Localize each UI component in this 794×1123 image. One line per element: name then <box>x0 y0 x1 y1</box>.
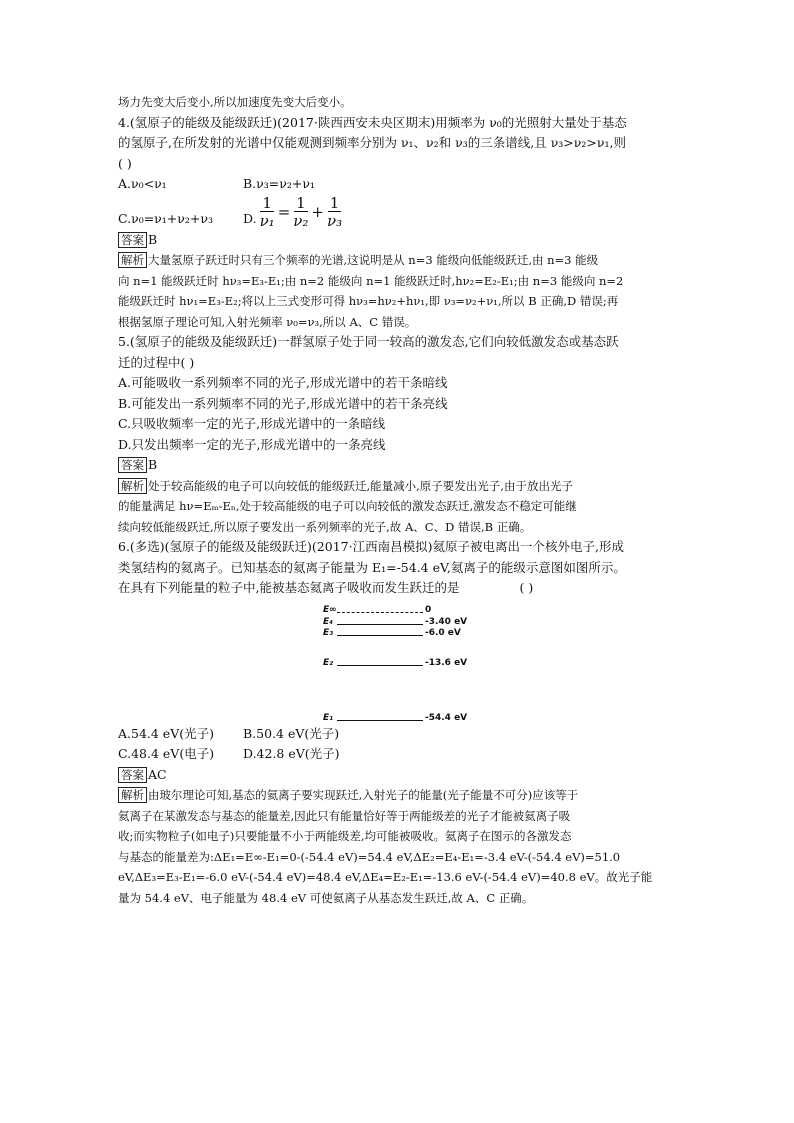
q4-options-row1 <box>118 174 678 195</box>
q5-option-b: B.可能发出一系列频率不同的光子,形成光谱中的若干条亮线 <box>118 395 448 411</box>
q6-analysis-line3: 收;而实物粒子(如电子)只要能量不小于两能级差,均可能被吸收。氦离子在图示的各激发态 <box>118 829 572 843</box>
q6-option-a: A.54.4 eV(光子) <box>118 725 214 741</box>
answer-value: B <box>148 231 158 247</box>
q4-option-d <box>243 195 345 230</box>
analysis-tag: 解析 <box>118 478 147 494</box>
level-line-e1 <box>337 720 423 721</box>
q6-options-row1 <box>118 724 678 745</box>
level-value-inf: 0 <box>425 604 432 615</box>
q4-stem-line2: 的氢原子,在所发射的光谱中仅能观测到频率分别为 ν₁、ν₂和 ν₃的三条谱线,且 ν₃>ν₂>ν₁,则 <box>118 135 626 150</box>
level-label-e1: E₁ <box>323 712 334 723</box>
q6-stem-line1: 6.(多选)(氢原子的能级及能级跃迁)(2017·江西南昌模拟)氦原子被电离出一个核外电子,形成 <box>118 539 624 554</box>
level-label-inf: E∞ <box>323 604 337 615</box>
q4-option-c: C.ν₀=ν₁+ν₂+ν₃ <box>118 211 213 226</box>
q6-analysis-line1: 解析 由玻尔理论可知,基态的氦离子要实现跃迁,入射光子的能量(光子能量不可分)应该等于 <box>118 785 678 806</box>
q4-analysis-line1: 解析 大量氢原子跃迁时只有三个频率的光谱,这说明是从 n=3 能级向低能级跃迁,由 n=3 能级 <box>118 250 678 271</box>
document-page <box>118 92 678 908</box>
level-label-e2: E₂ <box>323 657 334 668</box>
energy-level-diagram <box>323 599 493 724</box>
q5-analysis-line2: 的能量满足 hν=Eₘ-Eₙ,处于较高能级的电子可以向较低的激发态跃迁,激发态不稳定可能继 <box>118 499 577 513</box>
answer-tag: 答案 <box>118 767 147 783</box>
answer-value: B <box>148 457 158 472</box>
q4-option-b: B.ν₃=ν₂+ν₁ <box>243 176 315 191</box>
q4-option-d-frac3: $\frac{1}{\text{ν₃}}$ <box>327 193 343 230</box>
q5-analysis-line3: 续向较低能级跃迁,所以原子要发出一系列频率的光子,故 A、C、D 错误,B 正确。 <box>118 519 532 534</box>
analysis-tag: 解析 <box>118 787 147 803</box>
q5-option-d: D.只发出频率一定的光子,形成光谱中的一条亮线 <box>118 436 386 452</box>
q4-option-d-prefix: D. <box>243 211 257 226</box>
q6-option-c: C.48.4 eV(电子) <box>118 746 215 761</box>
answer-tag: 答案 <box>118 232 147 248</box>
level-line-inf <box>337 612 423 613</box>
q6-stem-line2: 类氢结构的氦离子。已知基态的氦离子能量为 E₁=-54.4 eV,氦离子的能级示意图如图所示。 <box>118 559 626 575</box>
q4-stem-line1: 4.(氢原子的能级及能级跃迁)(2017·陕西西安未央区期末)用频率为 ν₀的光照射大量处于基态 <box>118 114 627 130</box>
level-line-e2 <box>337 665 423 666</box>
level-line-e3 <box>337 635 423 636</box>
q5-stem-line2: 迁的过程中( ) <box>118 354 195 370</box>
q6-analysis-line6: 量为 54.4 eV、电子能量为 48.4 eV 可使氦离子从基态发生跃迁,故 A、C 正确。 <box>118 890 534 905</box>
level-label-e3: E₃ <box>323 627 334 638</box>
q4-analysis-line3: 能级跃迁时 hν₁=E₃-E₂;将以上三式变形可得 hν₃=hν₂+hν₁,即 ν₃=ν₂+ν₁,所以 B 正确,D 错误;再 <box>118 294 619 308</box>
q4-stem-line3: ( ) <box>118 155 132 171</box>
q4-option-d-frac1: $\frac{1}{\text{ν₁}}$ <box>259 193 275 230</box>
q5-analysis-line1: 解析 处于较高能级的电子可以向较低的能级跃迁,能量减小,原子要发出光子,由于放出光子 <box>118 476 678 497</box>
q6-analysis-line5: eV,ΔE₃=E₃-E₁=-6.0 eV-(-54.4 eV)=48.4 eV,ΔE₄=E₂-E₁=-13.6 eV-(-54.4 eV)=40.8 eV。故光子能 <box>118 870 653 884</box>
level-label-e4: E₄ <box>323 616 334 627</box>
intro-line: 场力先变大后变小,所以加速度先变大后变小。 <box>118 95 352 109</box>
q6-analysis-line4: 与基态的能量差为:ΔE₁=E∞-E₁=0-(-54.4 eV)=54.4 eV,ΔE₂=E₄-E₁=-3.4 eV-(-54.4 eV)=51.0 <box>118 849 621 864</box>
answer-tag: 答案 <box>118 457 147 473</box>
equals-sign: = <box>277 203 291 221</box>
q5-option-c: C.只吸收频率一定的光子,形成光谱中的一条暗线 <box>118 416 386 431</box>
q5-option-a: A.可能吸收一系列频率不同的光子,形成光谱中的若干条暗线 <box>118 375 448 390</box>
q5-stem-line1: 5.(氢原子的能级及能级跃迁)一群氢原子处于同一较高的激发态,它们向较低激发态或基态跃 <box>118 334 619 349</box>
q4-analysis-line4: 根据氢原子理论可知,入射光频率 ν₀=ν₃,所以 A、C 错误。 <box>118 314 417 329</box>
q4-option-a: A.ν₀<ν₁ <box>118 176 167 191</box>
q6-analysis-line2: 氦离子在某激发态与基态的能量差,因此只有能量恰好等于两能级差的光子才能被氦离子吸 <box>118 808 571 823</box>
q6-option-d: D.42.8 eV(光子) <box>243 746 340 761</box>
q6-stem-line3: 在具有下列能量的粒子中,能被基态氦离子吸收而发生跃迁的是 ( ) <box>118 580 534 595</box>
q4-answer <box>118 230 678 251</box>
q4-options-row2 <box>118 195 678 230</box>
level-value-e1: -54.4 eV <box>425 712 468 723</box>
answer-value: AC <box>148 766 167 782</box>
q4-analysis-line2: 向 n=1 能级跃迁时 hν₃=E₃-E₁;由 n=2 能级向 n=1 能级跃迁时,hν₂=E₂-E₁;由 n=3 能级向 n=2 <box>118 273 624 288</box>
level-value-e2: -13.6 eV <box>425 657 468 668</box>
q6-options-row2 <box>118 744 678 765</box>
q5-answer <box>118 455 678 476</box>
level-value-e4: -3.40 eV <box>425 616 468 627</box>
plus-sign: + <box>311 203 324 221</box>
q6-answer <box>118 765 678 786</box>
level-line-e4 <box>337 624 423 625</box>
analysis-tag: 解析 <box>118 252 147 268</box>
level-value-e3: -6.0 eV <box>425 627 461 638</box>
q6-option-b: B.50.4 eV(光子) <box>243 725 340 741</box>
q4-option-d-frac2: $\frac{1}{\text{ν₂}}$ <box>293 193 309 230</box>
